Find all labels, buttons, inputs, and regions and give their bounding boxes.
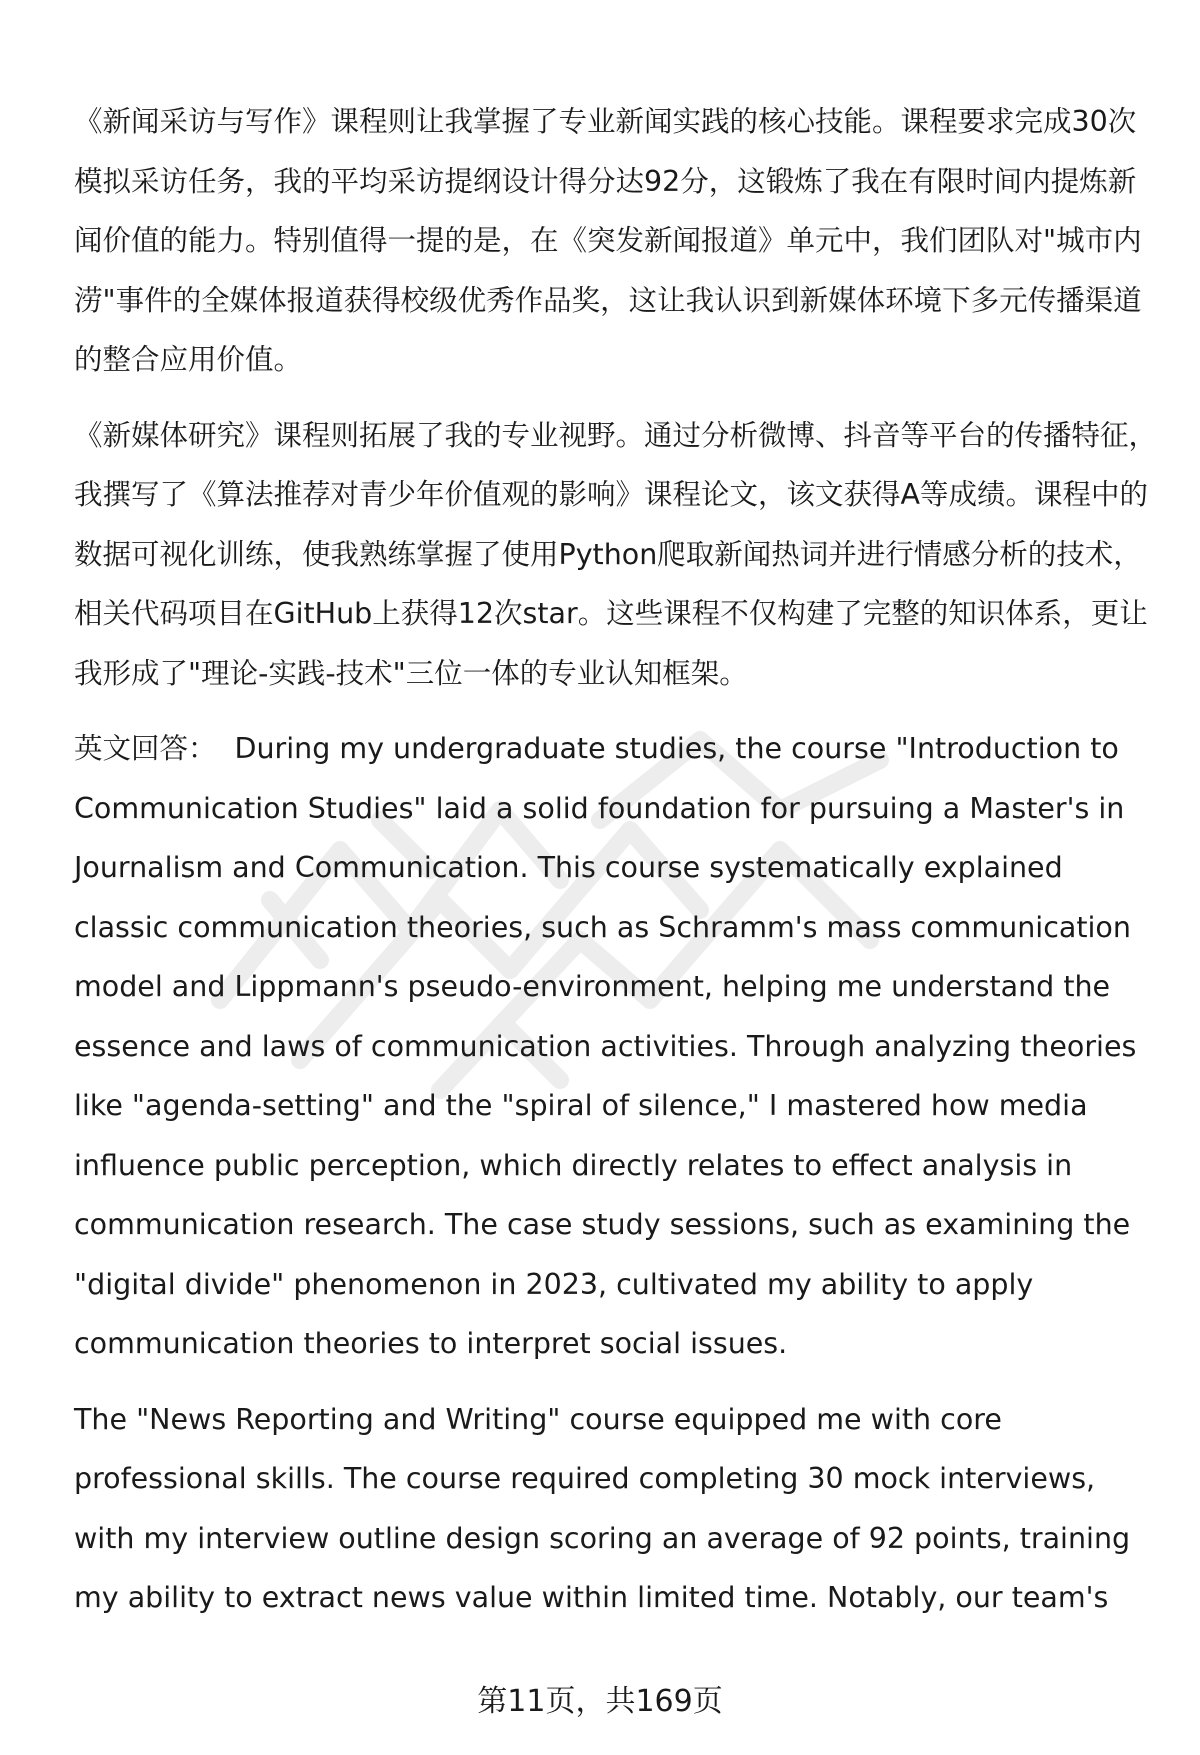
english-answer-text: During my undergraduate studies, the course "Introduction to Communication Studies" laid a solid foundation for pursuing a Master's in Journalism and Communication. This course systematically explained classic communication theories, such as Schramm's mass communication model and Lippmann's pseudo-environment, helping me understand the essence and laws of communication activities. Through analyzing theories like "agenda-setting" and the "spiral of silence," I mastered how media influence public perception, which directly relates to effect analysis in communication research. The case study sessions, such as examining the "digital divide" phenomenon in 2023, cultivated my ability to apply communication theories to interpret social issues.	[74, 732, 1137, 1360]
paragraph-english-answer	[74, 719, 1164, 1374]
paragraph-news-reporting-course-en: The "News Reporting and Writing" course equipped me with core professional skills. The course required completing 30 mock interviews, with my interview outline design scoring an average of 92 points, training my ability to extract news value within limited time. Notably, our team's	[74, 1402, 1131, 1614]
paragraph-new-media-course-cn: 《新媒体研究》课程则拓展了我的专业视野。通过分析微博、抖音等平台的传播特征，我撰写了《算法推荐对青少年价值观的影响》课程论文，该文获得A等成绩。课程中的数据可视化训练，使我熟练掌握了使用Python爬取新闻热词并进行情感分析的技术，相关代码项目在GitHub上获得12次star。这些课程不仅构建了完整的知识体系，更让我形成了"理论-实践-技术"三位一体的专业认知框架。	[74, 418, 1158, 690]
english-answer-label: 英文回答：	[74, 732, 217, 765]
paragraph-news-writing-course-cn: 《新闻采访与写作》课程则让我掌握了专业新闻实践的核心技能。课程要求完成30次模拟采访任务，我的平均采访提纲设计得分达92分，这锻炼了我在有限时间内提炼新闻价值的能力。特别值得一提的是，在《突发新闻报道》单元中，我们团队对"城市内涝"事件的全媒体报道获得校级优秀作品奖，这让我认识到新媒体环境下多元传播渠道的整合应用价值。	[74, 105, 1142, 376]
document-body	[74, 92, 1164, 1628]
page-footer: 第11页，共169页	[477, 1684, 723, 1719]
